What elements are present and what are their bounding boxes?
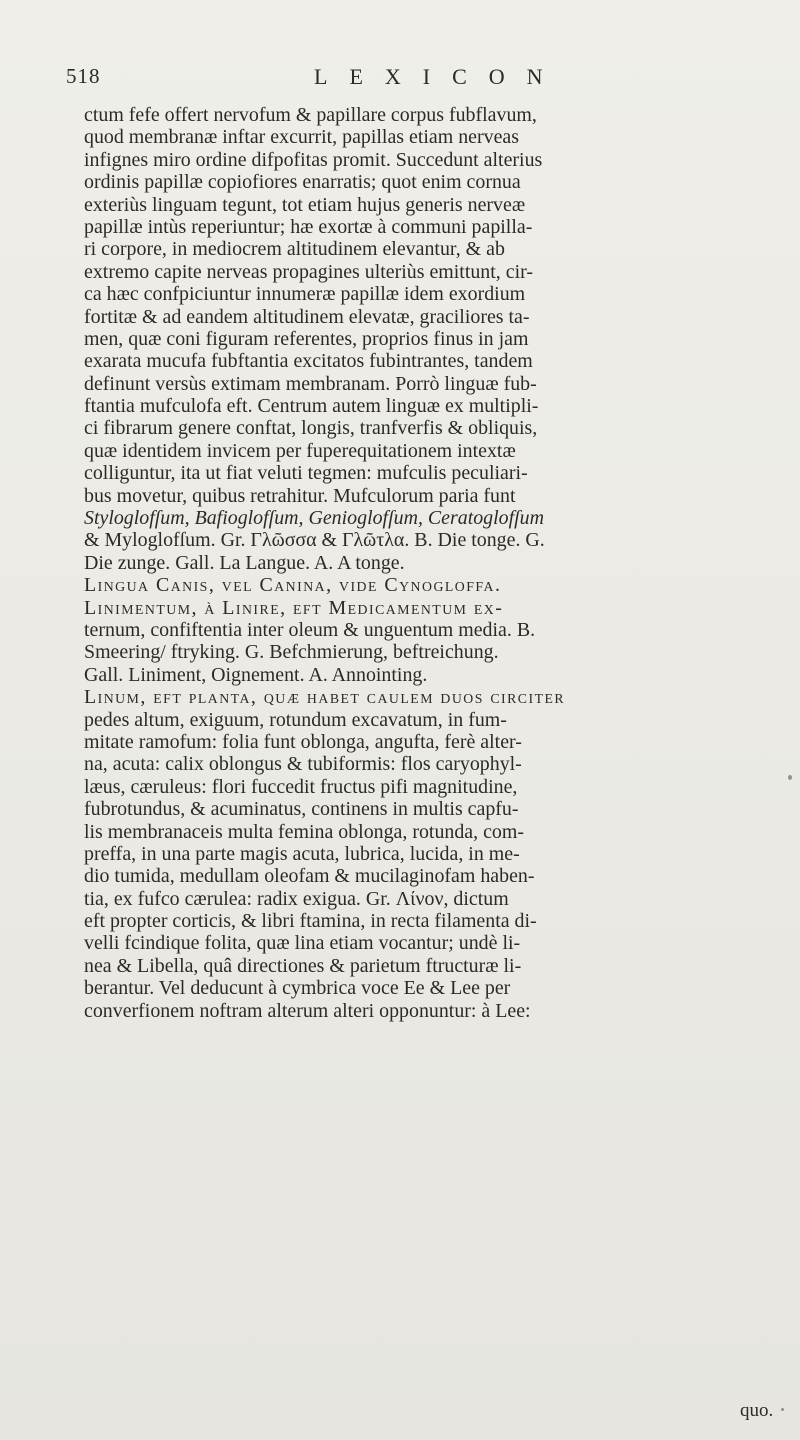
text-line: Gall. Liniment, Oignement. A. Annointing. — [84, 663, 428, 686]
text-line: dio tumida, medullam oleofam & mucilaginofam haben- — [84, 865, 535, 888]
entry-heading-line: Linimentum, à Linire, eft Medicamentum ex- — [84, 596, 504, 619]
text-line: ri corpore, in mediocrem altitudinem elevantur, & ab — [84, 238, 505, 261]
text-line: men, quæ coni figuram referentes, proprios finus in jam — [84, 327, 529, 350]
text-line: exteriùs linguam tegunt, tot etiam hujus generis nerveæ — [84, 193, 526, 216]
text-line: Smeering/ ftryking. G. Befchmierung, beftreichung. — [84, 641, 499, 664]
text-line: lis membranaceis multa femina oblonga, rotunda, com- — [84, 820, 525, 843]
text-line: fubrotundus, & acuminatus, continens in multis capfu- — [84, 798, 519, 821]
text-line: converfionem noftram alterum alteri opponuntur: à Lee: — [84, 999, 531, 1022]
text-line: ftantia mufculofa eft. Centrum autem linguæ ex multipli- — [84, 395, 539, 418]
text-line: bus movetur, quibus retrahitur. Mufculorum paria funt — [84, 484, 516, 507]
text-line: papillæ intùs reperiuntur; hæ exortæ à communi papilla- — [84, 215, 533, 238]
text-line: tia, ex fufco cærulea: radix exigua. Gr. Λίνον, dictum — [84, 887, 509, 910]
catchword: quo. — [740, 1400, 774, 1421]
text-line: preffa, in una parte magis acuta, lubrica, lucida, in me- — [84, 842, 520, 865]
text-line: læus, cæruleus: flori fuccedit fructus pifi magnitudine, — [84, 775, 518, 798]
text-line: ca hæc confpiciuntur innumeræ papillæ idem exordium — [84, 283, 526, 306]
text-line: fortitæ & ad eandem altitudinem elevatæ, graciliores ta- — [84, 305, 530, 328]
text-line: & Myloglofſum. Gr. Γλῶσσα & Γλῶτλα. B. Die tonge. G. — [84, 529, 545, 552]
text-line: Styloglofſum, Bafioglofſum, Genioglofſum, Ceratoglofſum — [84, 507, 545, 530]
text-line: infignes miro ordine difpofitas promit. Succedunt alterius — [84, 148, 543, 171]
page-header — [64, 64, 744, 94]
entry-heading-line: Lingua Canis, vel Canina, vide Cynogloffa. — [84, 574, 502, 597]
text-line: eft propter corticis, & libri ftamina, in recta filamenta di- — [84, 910, 537, 933]
running-title: LEXICON — [314, 64, 565, 89]
text-line: mitate ramofum: folia funt oblonga, angufta, ferè alter- — [84, 730, 522, 753]
entry-heading-line: Linum, eft planta, quæ habet caulem duos circiter — [84, 686, 566, 709]
text-line: velli fcindique folita, quæ lina etiam vocantur; undè li- — [84, 932, 521, 955]
paper-speck — [788, 775, 792, 780]
text-line: berantur. Vel deducunt à cymbrica voce Ee & Lee per — [84, 977, 511, 1000]
text-line: pedes altum, exiguum, rotundum excavatum, in fum- — [84, 708, 507, 731]
text-line: Die zunge. Gall. La Langue. A. A tonge. — [84, 551, 405, 574]
text-line: na, acuta: calix oblongus & tubiformis: flos caryophyl- — [84, 753, 522, 776]
text-line: ctum fefe offert nervofum & papillare corpus fubflavum, — [84, 104, 537, 126]
body-text — [84, 104, 784, 1022]
paper-speck — [781, 1408, 784, 1411]
text-line: definunt versùs extimam membranam. Porrò linguæ fub- — [84, 372, 537, 395]
text-line: extremo capite nerveas propagines ulteriùs emittunt, cir- — [84, 260, 533, 283]
text-line: ordinis papillæ copiofiores enarratis; quot enim cornua — [84, 171, 521, 194]
text-line: colliguntur, ita ut fiat veluti tegmen: mufculis peculiari- — [84, 462, 528, 485]
text-line: exarata mucufa fubftantia excitatos fubintrantes, tandem — [84, 350, 533, 373]
text-line: nea & Libella, quâ directiones & parietum ftructuræ li- — [84, 954, 522, 977]
text-line: quod membranæ inftar excurrit, papillas etiam nerveas — [84, 126, 519, 149]
text-line: quæ identidem invicem per fuperequitationem intextæ — [84, 439, 516, 462]
text-line: ternum, confiftentia inter oleum & unguentum media. B. — [84, 618, 536, 641]
page-number: 518 — [66, 64, 101, 88]
text-line: ci fibrarum genere conftat, longis, tranfverfis & obliquis, — [84, 417, 538, 440]
